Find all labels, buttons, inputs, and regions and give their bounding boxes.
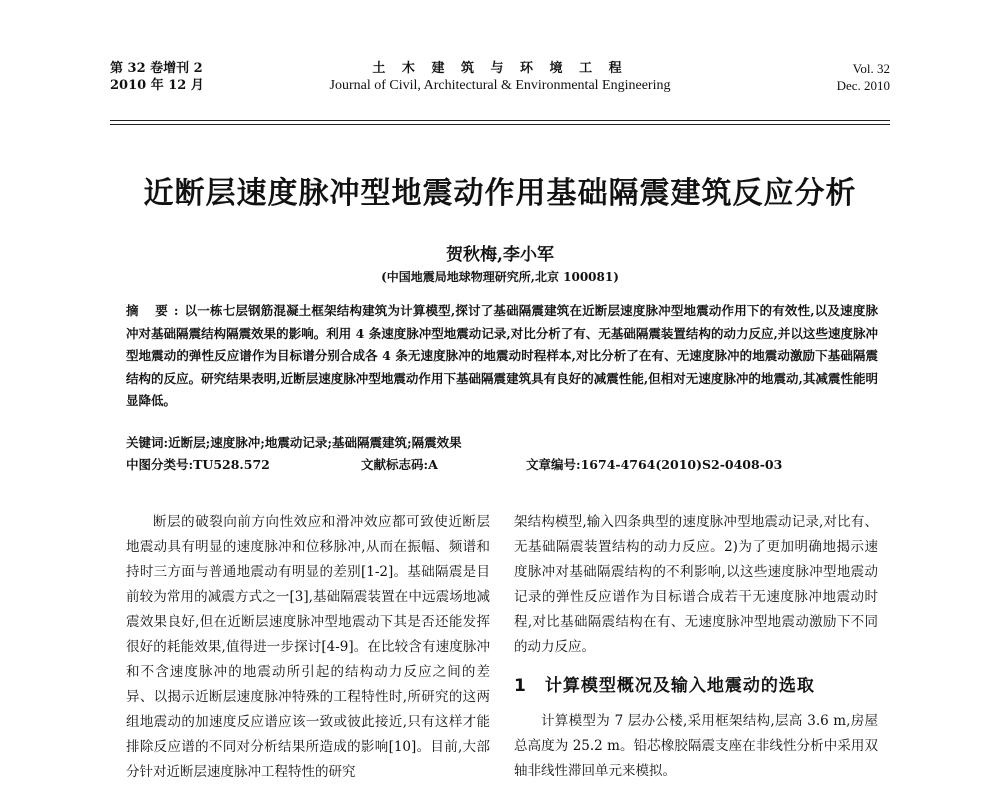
date-cn: 2010 年 12 月 [110,78,204,93]
header-right [837,60,890,94]
body-column-left [126,510,490,785]
journal-name-cn: 土 木 建 筑 与 环 境 工 程 [372,61,628,76]
clc-number: 中图分类号:TU528.572 [126,457,270,472]
body-paragraph: 计算模型为 7 层办公楼,采用框架结构,层高 3.6 m,房屋总高度为 25.2 m。铅芯橡胶隔震支座在非线性分析中采用双轴非线性滞回单元来模拟。 [514,713,878,779]
header-center [290,60,710,94]
header-rule-thin [110,124,890,125]
body-paragraph: 断层的破裂向前方向性效应和滑冲效应都可致使近断层地震动具有明显的速度脉冲和位移脉冲,从而在振幅、频谱和持时三方面与普通地震动有明显的差别[1-2]。基础隔震是目前较为常用的减震方式之一[3],基础隔震装置在中远震场地减震效果良好,但在近断层速度脉冲型地震动下其是否还能发挥很好的耗能效果,值得进一步探讨[4-9]。在比较含有速度脉冲和不含速度脉冲的地震动所引起的结构动力反应之间的差异、以揭示近断层速度脉冲特殊的工程特性时,所研究的这两组地震动的加速度反应谱应该一致或彼此接近,只有这样才能排除反应谱的不同对分析结果所造成的影响[10]。目前,大部分针对近断层速度脉冲工程特性的研究 [126,514,490,780]
keywords-label: 关键词: [126,435,169,450]
keywords [126,433,878,453]
header-left [110,60,204,94]
body-paragraph: 架结构模型,输入四条典型的速度脉冲型地震动记录,对比有、无基础隔震装置结构的动力反应。2)为了更加明确地揭示速度脉冲对基础隔震结构的不利影响,以这些速度脉冲型地震动记录的弹性反应谱作为目标谱合成若干无速度脉冲地震动时程,对比基础隔震结构在有、无速度脉冲型地震动激励下不同的动力反应。 [514,514,878,655]
keywords-text: 近断层;速度脉冲;地震动记录;基础隔震建筑;隔震效果 [168,435,462,450]
body-column-right [514,510,878,784]
authors: 贺秋梅,李小军 [446,245,554,265]
section-heading [514,674,878,699]
date-en: Dec. 2010 [836,78,890,93]
document-code: 文献标志码:A [361,457,438,472]
paper-title: 近断层速度脉冲型地震动作用基础隔震建筑反应分析 [143,176,857,211]
abstract [126,300,878,413]
section-number: 1 [514,676,527,696]
section-title: 计算模型概况及输入地震动的选取 [544,676,815,696]
abstract-text: 以一栋七层钢筋混凝土框架结构建筑为计算模型,探讨了基础隔震建筑在近断层速度脉冲型地震动作用下的有效性,以及速度脉冲对基础隔震结构隔震效果的影响。利用 4 条速度脉冲型地震动记录,对比分析了有、无基础隔震装置结构的动力反应,并以这些速度脉冲型地震动的弹性反应谱作为目标谱分别合成各 4 条无速度脉冲的地震动时程样本,对比分析了在有、无速度脉冲的地震动激励下基础隔震结构的反应。研究结果表明,近断层速度脉冲型地震动作用下基础隔震建筑具有良好的减震性能,但相对无速度脉冲的地震动,其减震性能明显降低。 [126,303,878,408]
volume-en: Vol. 32 [852,61,890,76]
abstract-label: 摘 要: [126,303,185,318]
journal-name-en: Journal of Civil, Architectural & Environmental Engineering [329,78,671,93]
volume-cn: 第 32 卷增刊 2 [110,61,203,76]
article-number: 文章编号:1674-4764(2010)S2-0408-03 [526,457,783,472]
running-header [110,60,890,120]
affiliation: (中国地震局地球物理研究所,北京 100081) [381,270,619,284]
header-rule [110,120,890,121]
